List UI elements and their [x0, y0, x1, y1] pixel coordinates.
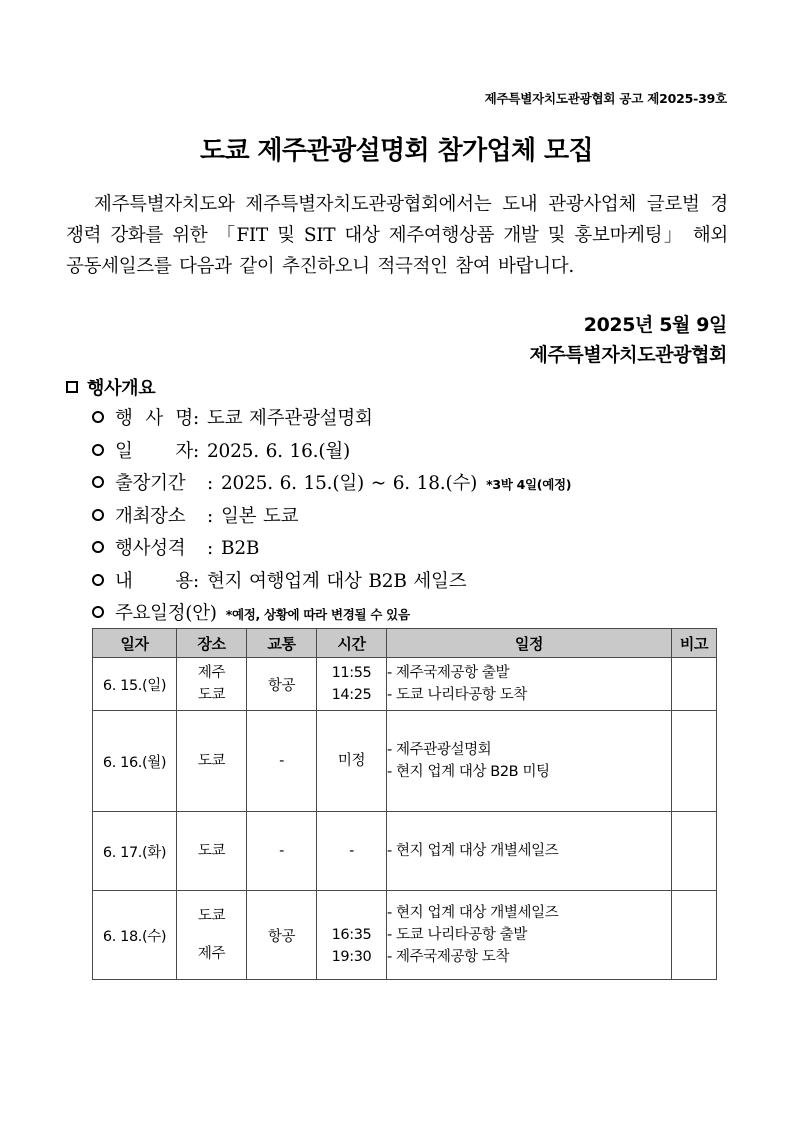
cell-time: - — [317, 812, 387, 891]
signature-organization: 제주특별자치도관광협회 — [529, 344, 727, 366]
square-bullet-icon — [66, 381, 78, 393]
list-item-label: 행사성격 — [115, 538, 186, 559]
cell-note — [672, 658, 717, 711]
table-row — [93, 812, 717, 891]
cell-transport: - — [247, 711, 317, 812]
list-item — [92, 567, 732, 600]
list-item — [92, 469, 732, 502]
cell-date: 6. 16.(월) — [93, 711, 177, 812]
cell-plan: - 제주국제공항 출발 - 도쿄 나리타공항 도착 — [387, 658, 672, 711]
list-item — [92, 502, 732, 535]
circle-bullet-icon — [92, 574, 104, 586]
circle-bullet-icon — [92, 606, 104, 618]
list-item-value: B2B — [220, 538, 260, 559]
cell-time: 16:35 19:30 — [317, 891, 387, 980]
list-item-value: 일본 도쿄 — [220, 505, 299, 527]
cell-plan: - 현지 업계 대상 개별세일즈 - 도쿄 나리타공항 출발 - 제주국제공항 도착 — [387, 891, 672, 980]
schedule-table — [92, 628, 717, 980]
cell-date: 6. 17.(화) — [93, 812, 177, 891]
list-item-value: 2025. 6. 15.(일) ~ 6. 18.(수) — [220, 473, 478, 494]
event-overview-list — [92, 404, 732, 632]
table-row — [93, 711, 717, 812]
list-item-label: 출장기간 — [115, 473, 186, 494]
circle-bullet-icon — [92, 444, 104, 456]
circle-bullet-icon — [92, 476, 104, 488]
cell-plan: - 현지 업계 대상 개별세일즈 — [387, 812, 672, 891]
table-row — [93, 658, 717, 711]
list-item-value: 도쿄 제주관광설명회 — [206, 408, 373, 429]
list-item-colon: : — [193, 440, 199, 462]
list-item-colon: : — [193, 570, 199, 592]
list-item-label: 행 사 명 — [115, 408, 193, 429]
list-item-colon: : — [207, 473, 213, 494]
list-item-value: 2025. 6. 16.(월) — [206, 440, 351, 462]
list-item-colon: : — [207, 505, 213, 527]
section-heading-event-overview — [66, 374, 155, 400]
list-item — [92, 599, 732, 632]
list-item-label: 일 자 — [115, 440, 193, 462]
cell-transport: 항공 — [247, 658, 317, 711]
column-header-place: 장소 — [177, 629, 247, 658]
table-row — [93, 891, 717, 980]
table-header-row — [93, 629, 717, 658]
cell-date: 6. 18.(수) — [93, 891, 177, 980]
schedule-table-container — [92, 628, 716, 980]
list-item-label: 개최장소 — [115, 505, 186, 527]
column-header-plan: 일정 — [387, 629, 672, 658]
column-header-note: 비고 — [672, 629, 717, 658]
section-heading-label: 행사개요 — [87, 378, 156, 399]
cell-plan: - 제주관광설명회 - 현지 업계 대상 B2B 미팅 — [387, 711, 672, 812]
list-item — [92, 534, 732, 567]
cell-place: 도쿄 제주 — [177, 891, 247, 980]
cell-time: 11:55 14:25 — [317, 658, 387, 711]
list-item-label: 주요일정(안) — [115, 603, 217, 624]
list-item-note: *예정, 상황에 따라 변경될 수 있음 — [225, 607, 410, 622]
circle-bullet-icon — [92, 411, 104, 423]
cell-transport: - — [247, 812, 317, 891]
list-item-note: *3박 4일(예정) — [486, 477, 572, 492]
signature-date: 2025년 5월 9일 — [583, 314, 727, 336]
cell-note — [672, 711, 717, 812]
page-title: 도쿄 제주관광설명회 참가업체 모집 — [199, 136, 594, 167]
circle-bullet-icon — [92, 509, 104, 521]
column-header-time: 시간 — [317, 629, 387, 658]
column-header-transport: 교통 — [247, 629, 317, 658]
list-item — [92, 404, 732, 437]
cell-transport: 항공 — [247, 891, 317, 980]
list-item-colon: : — [193, 408, 199, 429]
cell-place: 도쿄 — [177, 711, 247, 812]
cell-date: 6. 15.(일) — [93, 658, 177, 711]
cell-note — [672, 891, 717, 980]
cell-place: 제주 도쿄 — [177, 658, 247, 711]
list-item-label: 내 용 — [115, 570, 193, 592]
column-header-date: 일자 — [93, 629, 177, 658]
notice-number: 제주특별자치도관광협회 공고 제2025-39호 — [484, 91, 727, 106]
list-item — [92, 437, 732, 470]
circle-bullet-icon — [92, 541, 104, 553]
intro-paragraph: 제주특별자치도와 제주특별자치도관광협회에서는 도내 관광사업체 글로벌 경쟁력 강화를 위한 「FIT 및 SIT 대상 제주여행상품 개발 및 홍보마케팅」 해외 공동세일즈를 다음과 같이 추진하오니 적극적인 참여 바랍니다. — [66, 193, 728, 277]
list-item-colon: : — [207, 538, 213, 559]
cell-place: 도쿄 — [177, 812, 247, 891]
cell-time: 미정 — [317, 711, 387, 812]
cell-note — [672, 812, 717, 891]
list-item-value: 현지 여행업계 대상 B2B 세일즈 — [206, 570, 467, 592]
